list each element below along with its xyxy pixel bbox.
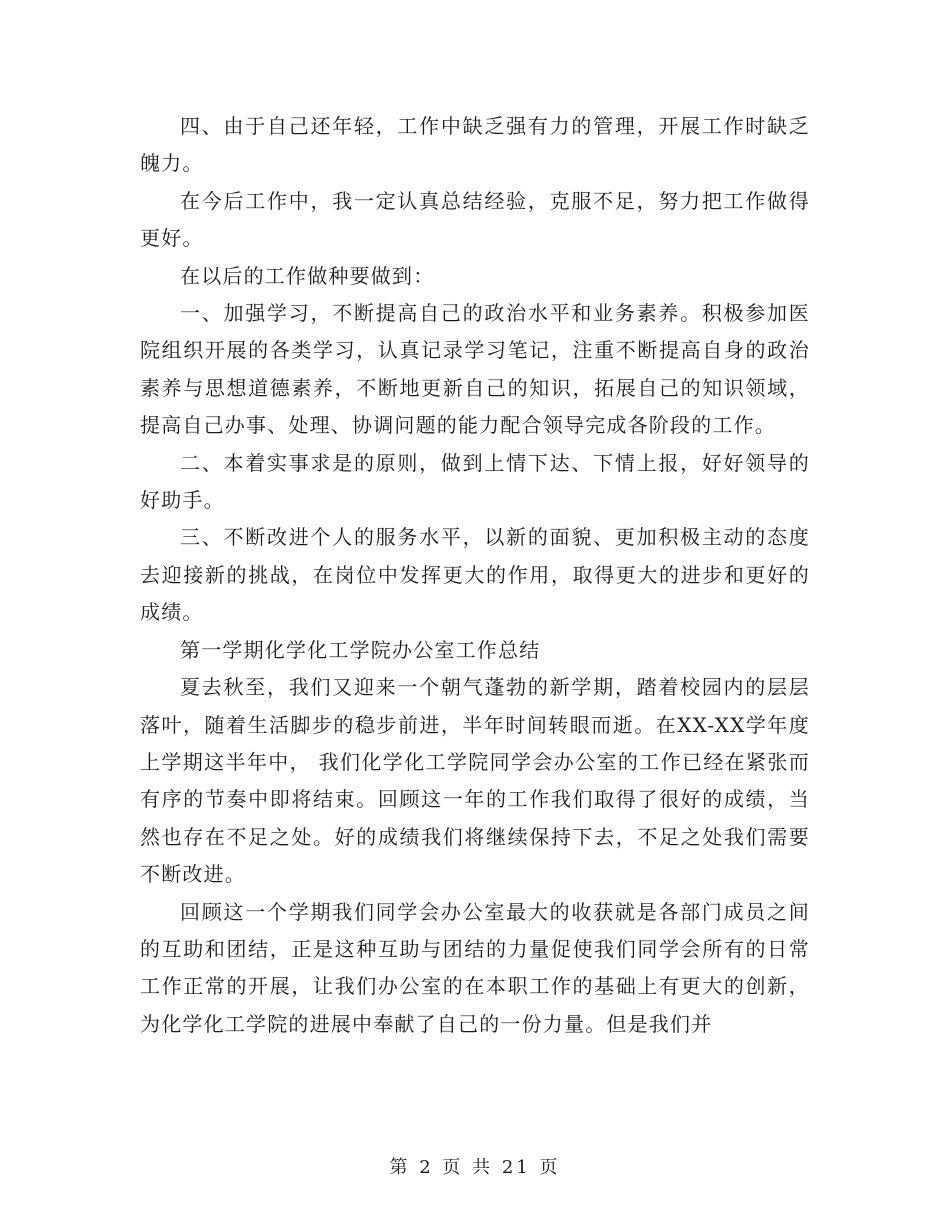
paragraph-future-resolve: 在今后工作中，我一定认真总结经验，克服不足，努力把工作做得更好。 — [140, 188, 810, 251]
page-number-footer: 第 2 页 共 21 页 — [389, 1157, 561, 1178]
paragraph-semester-review: 回顾这一个学期我们同学会办公室最大的收获就是各部门成员之间的互助和团结，正是这种互助与团结的力量促使我们同学会所有的日常工作正常的开展，让我们办公室的在本职工作的基础上有更大的创新，为化学化工学院的进展中奉献了自己的一份力量。但是我们并 — [140, 899, 810, 1036]
paragraph-plan-two: 二、本着实事求是的原则，做到上情下达、下情上报，好好领导的好助手。 — [140, 450, 810, 513]
paragraph-plan-one: 一、加强学习，不断提高自己的政治水平和业务素养。积极参加医院组织开展的各类学习，认真记录学习笔记，注重不断提高自身的政治素养与思想道德素养，不断地更新自己的知识，拓展自己的知识领域，提高自己办事、处理、协调问题的能力配合领导完成各阶段的工作。 — [140, 301, 810, 438]
paragraph-future-intro: 在以后的工作做种要做到： — [180, 263, 435, 288]
section-title: 第一学期化学化工学院办公室工作总结 — [180, 637, 541, 662]
paragraph-semester-intro: 夏去秋至，我们又迎来一个朝气蓬勃的新学期，踏着校园内的层层落叶，随着生活脚步的稳步前进，半年时间转眼而逝。在XX-XX学年度上学期这半年中， 我们化学化工学院同学会办公室的工作已经在紧张而有序的节奏中即将结束。回顾这一年的工作我们取得了很好的成绩，当然也存在不足之处。好的成绩我们将继续保持下去，不足之处我们需要不断改进。 — [140, 675, 810, 887]
document-body — [140, 108, 810, 1043]
paragraph-shortcoming-four: 四、由于自己还年轻，工作中缺乏强有力的管理，开展工作时缺乏魄力。 — [140, 114, 810, 176]
paragraph-plan-three: 三、不断改进个人的服务水平，以新的面貌、更加积极主动的态度去迎接新的挑战，在岗位中发挥更大的作用，取得更大的进步和更好的成绩。 — [140, 525, 810, 625]
